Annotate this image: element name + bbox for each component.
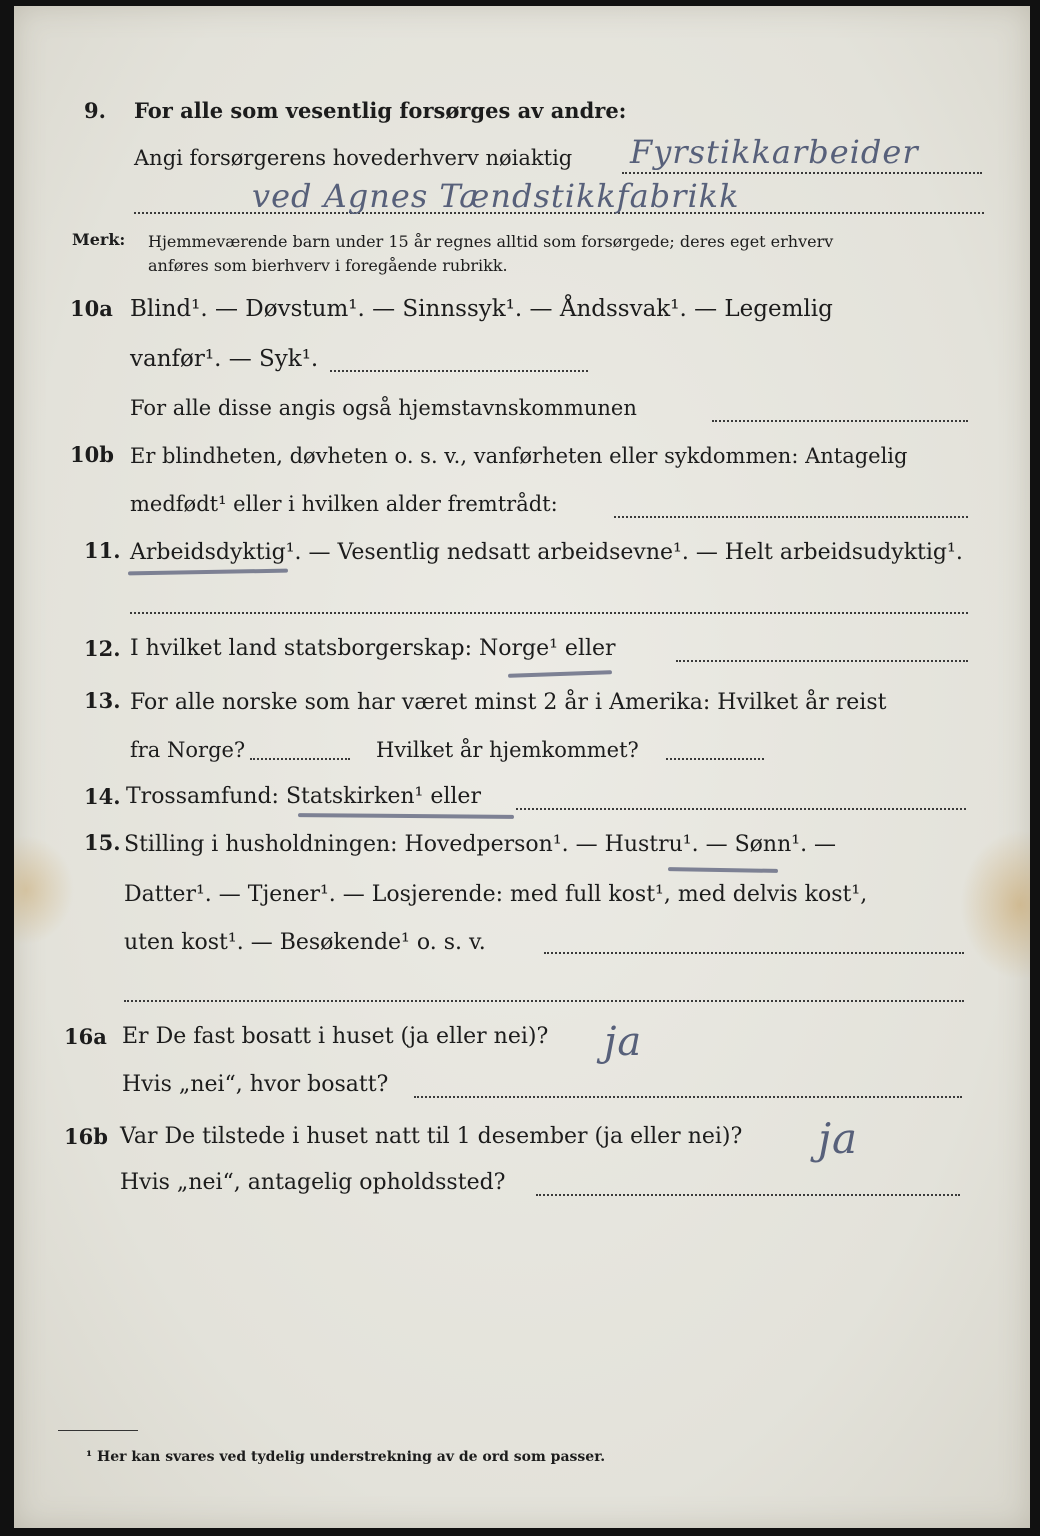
answer-line [666, 758, 764, 760]
question-number: 15. [84, 830, 121, 855]
question-text: Er De fast bosatt i huset (ja eller nei)? [122, 1024, 549, 1049]
question-text: For alle disse angis også hjemstavnskommunen [130, 396, 637, 420]
question-text: Datter¹. — Tjener¹. — Losjerende: med full kost¹, med delvis kost¹, [124, 882, 868, 907]
question-number: 16a [64, 1024, 107, 1049]
handwritten-answer: ja [818, 1114, 859, 1163]
answer-line [130, 612, 968, 614]
question-text: Stilling i husholdningen: Hovedperson¹. — Hustru¹. — Sønn¹. — [124, 832, 837, 857]
handwritten-answer: ja [604, 1019, 643, 1065]
question-number: 10b [70, 442, 114, 467]
question-text: Blind¹. — Døvstum¹. — Sinnssyk¹. — Åndssvak¹. — Legemlig [130, 296, 833, 322]
question-number: 12. [84, 636, 121, 661]
question-text: Trossamfund: Statskirken¹ eller [126, 784, 481, 809]
question-number: 16b [64, 1124, 108, 1149]
footnote-rule [58, 1430, 138, 1431]
question-text: uten kost¹. — Besøkende¹ o. s. v. [124, 930, 486, 955]
answer-line [516, 808, 966, 810]
answer-line [622, 172, 982, 174]
footnote: ¹ Her kan svares ved tydelig understrekning av de ord som passer. [86, 1449, 606, 1465]
question-text: medfødt¹ eller i hvilken alder fremtrådt: [130, 492, 558, 516]
note-label: Merk: [72, 230, 126, 249]
question-text: Var De tilstede i huset natt til 1 desember (ja eller nei)? [120, 1124, 743, 1149]
answer-line [250, 758, 350, 760]
handwritten-answer: Fyrstikkarbeider [630, 133, 919, 171]
question-number: 11. [84, 538, 121, 563]
question-number: 13. [84, 688, 121, 713]
question-text: For alle som vesentlig forsørges av andre: [134, 98, 627, 123]
answer-line [614, 516, 968, 518]
question-text: Arbeidsdyktig¹. — Vesentlig nedsatt arbeidsevne¹. — Helt arbeidsudyktig¹. [130, 540, 963, 565]
answer-line [544, 952, 964, 954]
answer-line [330, 370, 588, 372]
answer-line [676, 660, 968, 662]
question-number: 9. [84, 98, 106, 123]
paper-stain [14, 835, 74, 945]
question-text: Angi forsørgerens hovederhverv nøiaktig [134, 146, 573, 170]
question-text: Hvilket år hjemkommet? [376, 738, 639, 762]
handwritten-answer: ved Agnes Tændstikkfabrikk [252, 177, 740, 215]
answer-line [124, 1000, 964, 1002]
question-text: Hvis „nei“, antagelig opholdssted? [120, 1170, 506, 1195]
question-text: Hvis „nei“, hvor bosatt? [122, 1072, 389, 1097]
question-text: Er blindheten, døvheten o. s. v., vanførheten eller sykdommen: Antagelig [130, 444, 908, 468]
question-number: 10a [70, 296, 113, 321]
question-text: fra Norge? [130, 738, 246, 762]
note-text: anføres som bierhverv i foregående rubrikk. [148, 256, 508, 275]
note-text: Hjemmeværende barn under 15 år regnes alltid som forsørgede; deres eget erhverv [148, 232, 834, 251]
question-number: 14. [84, 784, 121, 809]
answer-line [712, 420, 968, 422]
paper-stain [960, 830, 1030, 980]
question-text: I hvilket land statsborgerskap: Norge¹ eller [130, 636, 616, 661]
answer-line [536, 1194, 960, 1196]
question-text: vanfør¹. — Syk¹. [130, 346, 319, 372]
answer-line [414, 1096, 962, 1098]
question-text: For alle norske som har været minst 2 år i Amerika: Hvilket år reist [130, 690, 887, 715]
